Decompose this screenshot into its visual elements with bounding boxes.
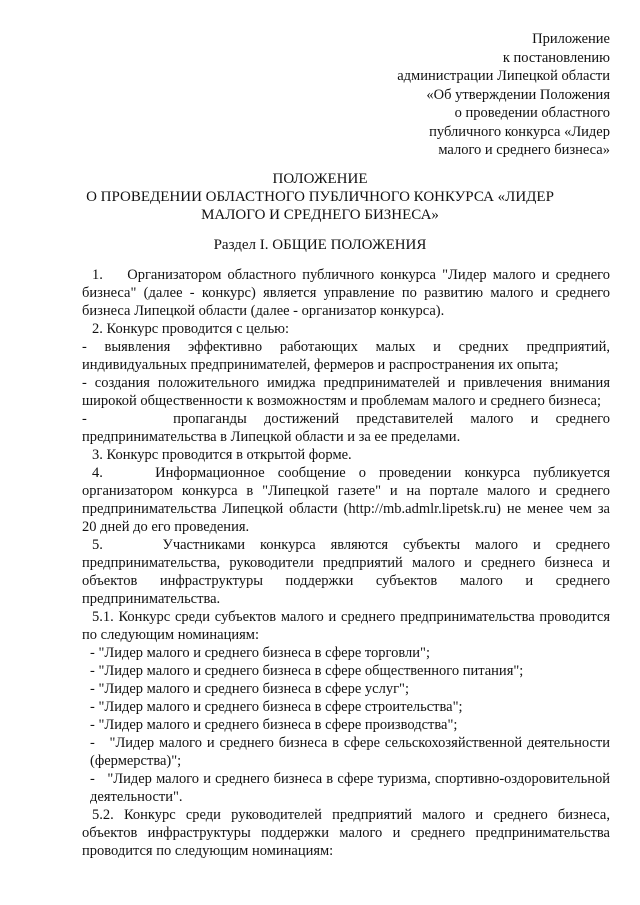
- nomination-item: - "Лидер малого и среднего бизнеса в сфере производства";: [90, 717, 458, 733]
- appendix-line: малого и среднего бизнеса»: [438, 142, 610, 158]
- goal-item: - выявления эффективно работающих малых и средних предприятий, индивидуальных предпринимателей, фермеров и распространения их опыта;: [82, 339, 610, 373]
- paragraph-5: 5. Участниками конкурса являются субъекты малого и среднего предпринимательства, руководители предприятий малого и среднего бизнеса и объектов инфраструктуры поддержки субъектов малого и среднего предпринимательства.: [82, 537, 610, 607]
- document-title: [0, 170, 640, 224]
- appendix-line: Приложение: [532, 31, 610, 47]
- appendix-line: публичного конкурса «Лидер: [429, 123, 610, 140]
- section-heading: Раздел I. ОБЩИЕ ПОЛОЖЕНИЯ: [213, 237, 427, 253]
- appendix-line: администрации Липецкой области: [397, 68, 610, 84]
- appendix-line: о проведении областного: [454, 105, 610, 121]
- title-line: О ПРОВЕДЕНИИ ОБЛАСТНОГО ПУБЛИЧНОГО КОНКУРСА «ЛИДЕР: [86, 189, 554, 205]
- paragraph-1: 1. Организатором областного публичного конкурса "Лидер малого и среднего бизнеса" (далее - конкурс) является управление по развитию малого и среднего бизнеса Липецкой области (далее - организатор конкурса).: [82, 267, 610, 319]
- goal-item: - пропаганды достижений представителей малого и среднего предпринимательства в Липецкой области и за ее пределами.: [82, 411, 610, 445]
- title-line: МАЛОГО И СРЕДНЕГО БИЗНЕСА»: [201, 207, 439, 223]
- nomination-item: - "Лидер малого и среднего бизнеса в сфере общественного питания";: [90, 663, 524, 679]
- nomination-item: - "Лидер малого и среднего бизнеса в сфере услуг";: [90, 681, 409, 697]
- appendix-line: «Об утверждении Положения: [426, 86, 610, 103]
- nomination-item: - "Лидер малого и среднего бизнеса в сфере туризма, спортивно-оздоровительной деятельности".: [90, 771, 610, 805]
- paragraph-5-2: 5.2. Конкурс среди руководителей предприятий малого и среднего бизнеса, объектов инфраструктуры поддержки малого и среднего предпринимательства проводится по следующим номинациям:: [82, 807, 610, 859]
- paragraph-4: 4. Информационное сообщение о проведении конкурса публикуется организатором конкурса в "Липецкой газете" и на портале малого и среднего предпринимательства Липецкой области (http://mb.admlr.lipetsk.ru) не менее чем за 20 дней до его проведения.: [82, 465, 610, 535]
- appendix-block: [397, 30, 610, 160]
- paragraph-2: 2. Конкурс проводится с целью:: [92, 321, 290, 337]
- nomination-item: - "Лидер малого и среднего бизнеса в сфере торговли";: [90, 645, 430, 661]
- nomination-item: - "Лидер малого и среднего бизнеса в сфере строительства";: [90, 699, 463, 715]
- paragraph-5-1: 5.1. Конкурс среди субъектов малого и среднего предпринимательства проводится по следующим номинациям:: [82, 609, 610, 643]
- title-line: ПОЛОЖЕНИЕ: [272, 171, 368, 187]
- nomination-item: - "Лидер малого и среднего бизнеса в сфере сельскохозяйственной деятельности (фермерства)";: [90, 735, 610, 769]
- paragraph-3: 3. Конкурс проводится в открытой форме.: [92, 447, 352, 463]
- appendix-line: к постановлению: [502, 49, 610, 66]
- document-body: [82, 266, 610, 860]
- goal-item: - создания положительного имиджа предпринимателей и привлечения внимания широкой общественности к возможностям и проблемам малого и среднего бизнеса;: [82, 375, 610, 409]
